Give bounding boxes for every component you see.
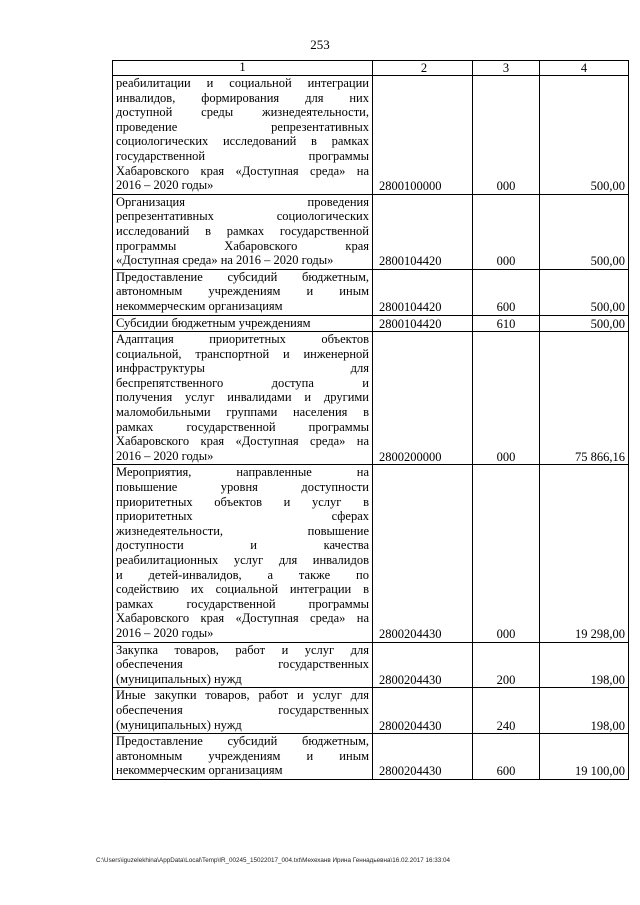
description-line: Адаптация приоритетных объектов xyxy=(116,332,369,347)
table-row xyxy=(113,734,629,780)
description-line: проведение репрезентативных xyxy=(116,119,369,134)
row-amount: 500,00 xyxy=(540,76,629,195)
row-type: 610 xyxy=(473,315,540,332)
description-line: (муниципальных) нужд xyxy=(116,717,242,732)
description-line: реабилитационных услуг для инвалидов xyxy=(116,553,369,567)
description-line: приоритетных сферах xyxy=(116,509,369,524)
description-line: исследований в рамках государственной xyxy=(116,223,369,238)
description-line: доступной среды жизнедеятельности, xyxy=(116,105,369,120)
row-type: 000 xyxy=(473,194,540,269)
description-line: беспрепятственного доступа и xyxy=(116,375,369,390)
description-line: рамках государственной программы xyxy=(116,419,369,434)
description-line: социологических исследований в рамках xyxy=(116,134,369,149)
row-type: 600 xyxy=(473,269,540,315)
row-code: 2800204430 xyxy=(373,465,473,642)
description-line: и детей-инвалидов, а также по xyxy=(116,567,369,582)
description-line: инвалидов, формирования для них xyxy=(116,90,369,105)
description-line: Предоставление субсидий бюджетным, xyxy=(116,734,369,749)
description-line: обеспечения государственных xyxy=(116,657,369,672)
description-line: программы Хабаровского края xyxy=(116,238,369,253)
description-line: получения услуг инвалидами и другими xyxy=(116,390,369,405)
table-header-row xyxy=(113,61,629,76)
description-line: жизнедеятельности, повышение xyxy=(116,523,369,538)
description-line: «Доступная среда» на 2016 – 2020 годы» xyxy=(116,253,334,268)
description-line: Хабаровского края «Доступная среда» на xyxy=(116,434,369,449)
header-cell: 2 xyxy=(373,61,473,76)
description-line: (муниципальных) нужд xyxy=(116,671,242,686)
row-description xyxy=(113,315,373,332)
table-row xyxy=(113,315,629,332)
table-row xyxy=(113,194,629,269)
description-line: репрезентативных социологических xyxy=(116,209,369,224)
description-line: Мероприятия, направленные на xyxy=(116,465,369,480)
row-amount: 198,00 xyxy=(540,642,629,688)
description-line: автономным учреждениям и иным xyxy=(116,284,369,299)
row-description xyxy=(113,194,373,269)
description-line: повышение уровня доступности xyxy=(116,480,369,495)
table-row xyxy=(113,642,629,688)
header-cell: 4 xyxy=(540,61,629,76)
row-description xyxy=(113,734,373,780)
table-row xyxy=(113,332,629,465)
row-type: 000 xyxy=(473,332,540,465)
row-code: 2800104420 xyxy=(373,194,473,269)
description-line: государственной программы xyxy=(116,148,369,163)
row-amount: 75 866,16 xyxy=(540,332,629,465)
description-line: обеспечения государственных xyxy=(116,702,369,717)
row-amount: 500,00 xyxy=(540,194,629,269)
description-line: Субсидии бюджетным учреждениям xyxy=(116,315,311,330)
row-code: 2800200000 xyxy=(373,332,473,465)
description-line: Закупка товаров, работ и услуг для xyxy=(116,642,369,657)
row-description xyxy=(113,688,373,734)
row-amount: 19 298,00 xyxy=(540,465,629,642)
description-line: приоритетных объектов и услуг в xyxy=(116,494,369,509)
description-line: доступности и качества xyxy=(116,538,369,553)
row-code: 2800104420 xyxy=(373,315,473,332)
row-type: 000 xyxy=(473,465,540,642)
row-code: 2800204430 xyxy=(373,642,473,688)
header-cell: 1 xyxy=(113,61,373,76)
description-line: Предоставление субсидий бюджетным, xyxy=(116,269,369,284)
row-description xyxy=(113,642,373,688)
table-row xyxy=(113,688,629,734)
description-line: социальной, транспортной и инженерной xyxy=(116,346,369,361)
description-line: автономным учреждениям и иным xyxy=(116,748,369,763)
row-description xyxy=(113,332,373,465)
table-row xyxy=(113,76,629,195)
budget-table xyxy=(112,60,629,780)
row-amount: 500,00 xyxy=(540,269,629,315)
description-line: Организация проведения xyxy=(116,194,369,209)
row-amount: 500,00 xyxy=(540,315,629,332)
row-type: 600 xyxy=(473,734,540,780)
description-line: некоммерческим организациям xyxy=(116,298,283,313)
row-type: 000 xyxy=(473,76,540,195)
table-row xyxy=(113,269,629,315)
description-line: маломобильными группами населения в xyxy=(116,405,369,420)
description-line: Иные закупки товаров, работ и услуг для xyxy=(116,688,369,703)
file-path-footer: C:\Users\iguzelekhina\AppData\Local\Temp\IR_00245_15022017_004.txt\Мехеханв Ирина Геннадьевна\16.02.2017 16:33:04 xyxy=(96,857,450,864)
page-number: 253 xyxy=(310,37,330,52)
row-code: 2800204430 xyxy=(373,734,473,780)
row-type: 240 xyxy=(473,688,540,734)
row-description xyxy=(113,76,373,195)
description-line: 2016 – 2020 годы» xyxy=(116,625,214,640)
row-code: 2800204430 xyxy=(373,688,473,734)
table-row xyxy=(113,465,629,642)
description-line: Хабаровского края «Доступная среда» на xyxy=(116,163,369,178)
description-line: инфраструктуры для xyxy=(116,361,369,376)
description-line: 2016 – 2020 годы» xyxy=(116,448,214,463)
description-line: реабилитации и социальной интеграции xyxy=(116,76,369,90)
row-code: 2800100000 xyxy=(373,76,473,195)
description-line: Хабаровского края «Доступная среда» на xyxy=(116,611,369,626)
description-line: 2016 – 2020 годы» xyxy=(116,178,214,193)
row-description xyxy=(113,465,373,642)
description-line: рамках государственной программы xyxy=(116,596,369,611)
header-cell: 3 xyxy=(473,61,540,76)
row-amount: 198,00 xyxy=(540,688,629,734)
description-line: некоммерческим организациям xyxy=(116,763,283,778)
row-code: 2800104420 xyxy=(373,269,473,315)
row-amount: 19 100,00 xyxy=(540,734,629,780)
description-line: содействию их социальной интеграции в xyxy=(116,582,369,597)
row-type: 200 xyxy=(473,642,540,688)
row-description xyxy=(113,269,373,315)
